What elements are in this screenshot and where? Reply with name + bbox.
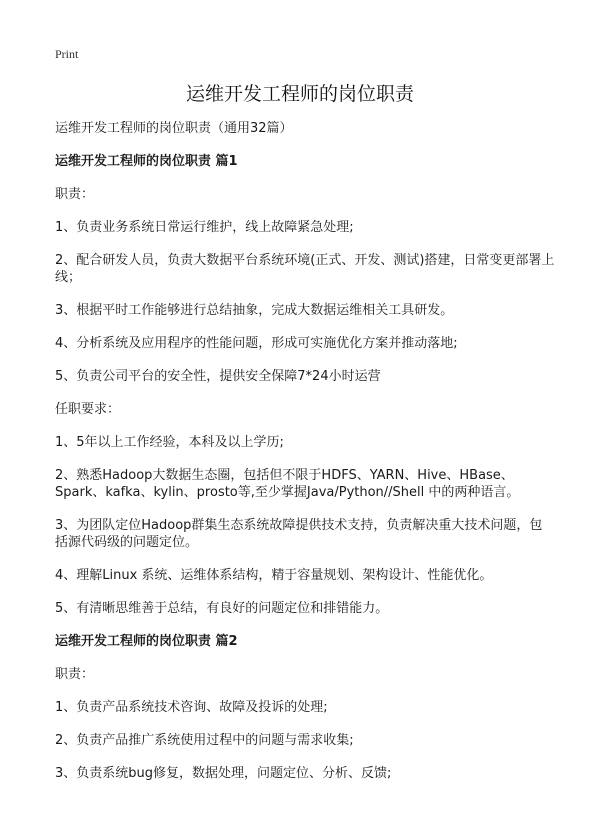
duty-item: 4、分析系统及应用程序的性能问题，形成可实施优化方案并推动落地; bbox=[55, 336, 458, 351]
duty-item: 2、配合研发人员，负责大数据平台系统环境(正式、开发、测试)搭建，日常变更部署上线； bbox=[55, 253, 555, 285]
document-body bbox=[55, 120, 555, 798]
duty-item: 2、负责产品推广系统使用过程中的问题与需求收集; bbox=[55, 733, 354, 748]
requirement-item: 5、有清晰思维善于总结，有良好的问题定位和排错能力。 bbox=[55, 601, 389, 616]
section-heading: 运维开发工程师的岗位职责 篇1 bbox=[55, 154, 238, 169]
requirement-item: 3、为团队定位Hadoop群集生态系统故障提供技术支持，负责解决重大技术问题，包括源代码级的问题定位。 bbox=[55, 518, 543, 550]
document-subtitle: 运维开发工程师的岗位职责（通用32篇） bbox=[55, 121, 293, 136]
duty-item: 5、负责公司平台的安全性，提供安全保障7*24小时运营 bbox=[55, 369, 381, 384]
duty-item: 3、负责系统bug修复，数据处理，问题定位、分析、反馈; bbox=[55, 766, 392, 781]
requirements-label: 任职要求： bbox=[55, 402, 121, 417]
document-title: 运维开发工程师的岗位职责 bbox=[185, 83, 414, 105]
duty-item: 3、根据平时工作能够进行总结抽象，完成大数据运维相关工具研发。 bbox=[55, 303, 454, 318]
duty-item: 1、负责业务系统日常运行维护，线上故障紧急处理; bbox=[55, 220, 354, 235]
duty-item: 1、负责产品系统技术咨询、故障及投诉的处理; bbox=[55, 700, 328, 715]
section-heading: 运维开发工程师的岗位职责 篇2 bbox=[55, 634, 238, 649]
print-label: Print bbox=[55, 47, 79, 61]
duties-label: 职责： bbox=[55, 667, 95, 682]
requirement-item: 2、熟悉Hadoop大数据生态圈，包括但不限于HDFS、YARN、Hive、HBase、Spark、kafka、kylin、prosto等,至少掌握Java/Python//Shell 中的两种语言。 bbox=[55, 468, 520, 500]
requirement-item: 4、理解Linux 系统、运维体系结构，精于容量规划、架构设计、性能优化。 bbox=[55, 568, 493, 583]
duties-label: 职责： bbox=[55, 187, 95, 202]
requirement-item: 1、5年以上工作经验，本科及以上学历; bbox=[55, 435, 284, 450]
